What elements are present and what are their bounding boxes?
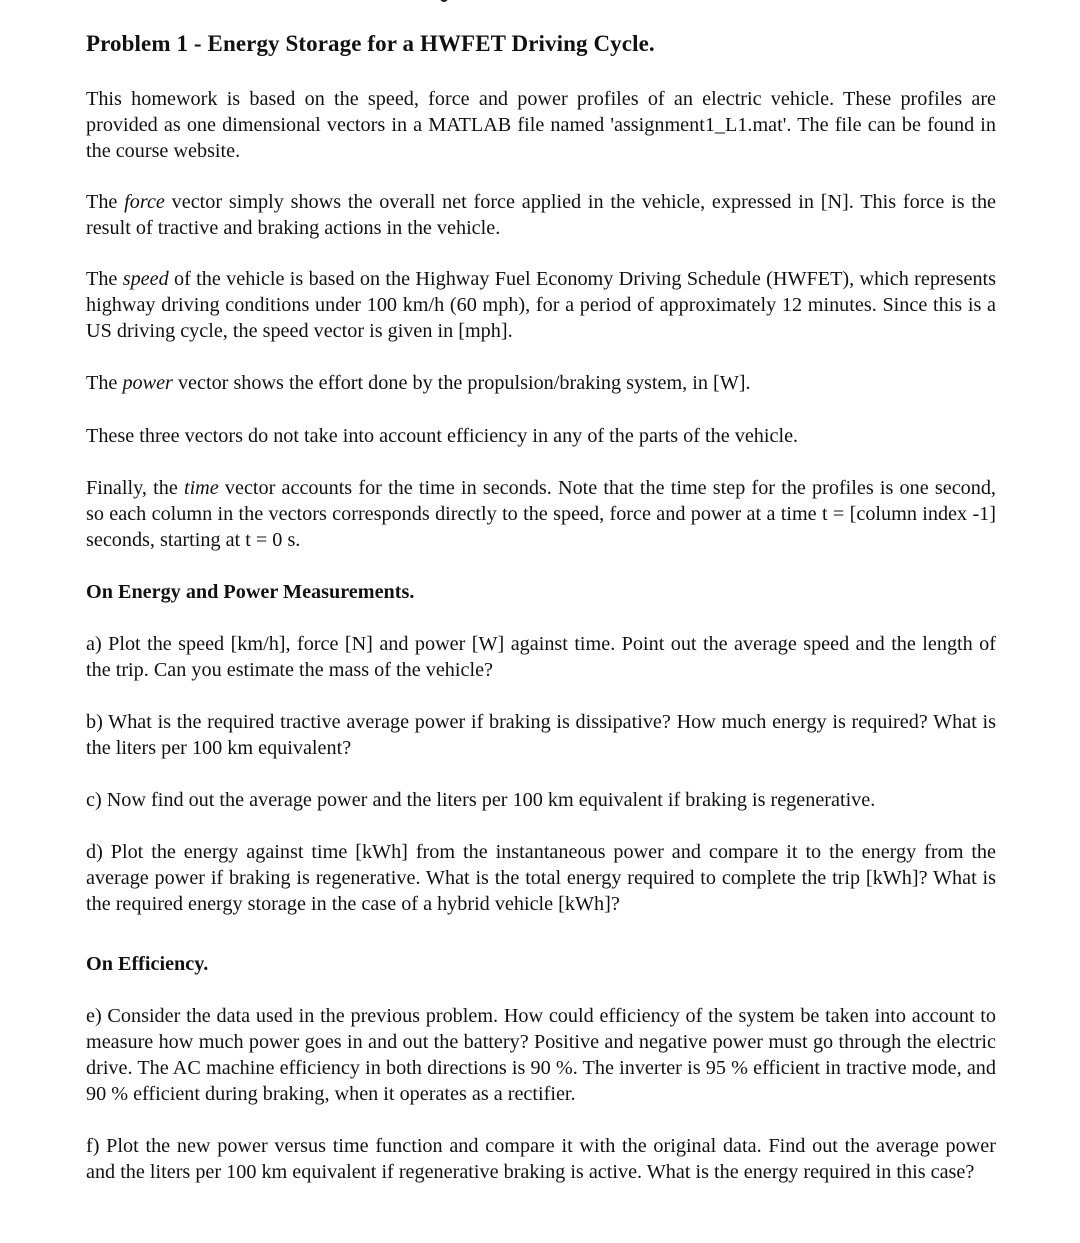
- speed-pre: The: [86, 268, 123, 290]
- question-f: f) Plot the new power versus time function and compare it with the original data. Find out the average power and the liters per 100 km equivalent if regenerative braking is active. What is the energy required in this case?: [86, 1135, 996, 1183]
- intro-paragraph-efficiency-note: These three vectors do not take into account efficiency in any of the parts of the vehicle.: [86, 425, 799, 447]
- question-b: b) What is the required tractive average power if braking is dissipative? How much energy is required? What is the liters per 100 km equivalent?: [86, 711, 996, 759]
- intro-paragraph-power: [86, 370, 996, 396]
- power-pre: The: [86, 372, 123, 394]
- power-term: power: [122, 372, 173, 394]
- question-a: a) Plot the speed [km/h], force [N] and power [W] against time. Point out the average speed and the length of the trip. Can you estimate the mass of the vehicle?: [86, 633, 996, 681]
- intro-paragraph-time: [86, 475, 996, 553]
- time-pre: Finally, the: [86, 477, 184, 499]
- intro-paragraph-files: This homework is based on the speed, force and power profiles of an electric vehicle. These profiles are provided as one dimensional vectors in a MATLAB file named 'assignment1_L1.mat'. The file can be found in the course website.: [86, 88, 996, 162]
- speed-term: speed: [122, 268, 169, 290]
- question-e: e) Consider the data used in the previous problem. How could efficiency of the system be taken into account to measure how much power goes in and out the battery? Positive and negative power must go through the electric drive. The AC machine efficiency in both directions is 90 %. The inverter is 95 % efficient in tractive mode, and 90 % efficient during braking, when it operates as a rectifier.: [86, 1005, 996, 1105]
- cropped-top-fragment: [0, 0, 1080, 4]
- document-page: [86, 28, 996, 1185]
- section-heading-energy-power: On Energy and Power Measurements.: [86, 581, 415, 603]
- question-d: d) Plot the energy against time [kWh] from the instantaneous power and compare it to the energy from the average power if braking is regenerative. What is the total energy required to complete the trip [kWh]? What is the required energy storage in the case of a hybrid vehicle [kWh]?: [86, 841, 996, 915]
- intro-paragraph-speed: [86, 266, 996, 344]
- power-post: vector shows the effort done by the propulsion/braking system, in [W].: [172, 372, 751, 394]
- force-pre: The: [86, 191, 125, 213]
- time-post: vector accounts for the time in seconds. Note that the time step for the profiles is one second, so each column in the vectors corresponds directly to the speed, force and power at a time t = [column index -1] seconds, starting at t = 0 s.: [86, 477, 996, 551]
- force-post: vector simply shows the overall net force applied in the vehicle, expressed in [N]. This force is the result of tractive and braking actions in the vehicle.: [86, 191, 996, 239]
- intro-paragraph-force: [86, 189, 996, 241]
- page-title: Problem 1 - Energy Storage for a HWFET Driving Cycle.: [86, 31, 655, 56]
- speed-post: of the vehicle is based on the Highway Fuel Economy Driving Schedule (HWFET), which represents highway driving conditions under 100 km/h (60 mph), for a period of approximately 12 minutes. Since this is a US driving cycle, the speed vector is given in [mph].: [86, 268, 997, 342]
- time-term: time: [183, 477, 219, 499]
- force-term: force: [124, 191, 165, 213]
- section-heading-efficiency: On Efficiency.: [86, 953, 209, 975]
- question-c: c) Now find out the average power and the liters per 100 km equivalent if braking is regenerative.: [86, 789, 876, 811]
